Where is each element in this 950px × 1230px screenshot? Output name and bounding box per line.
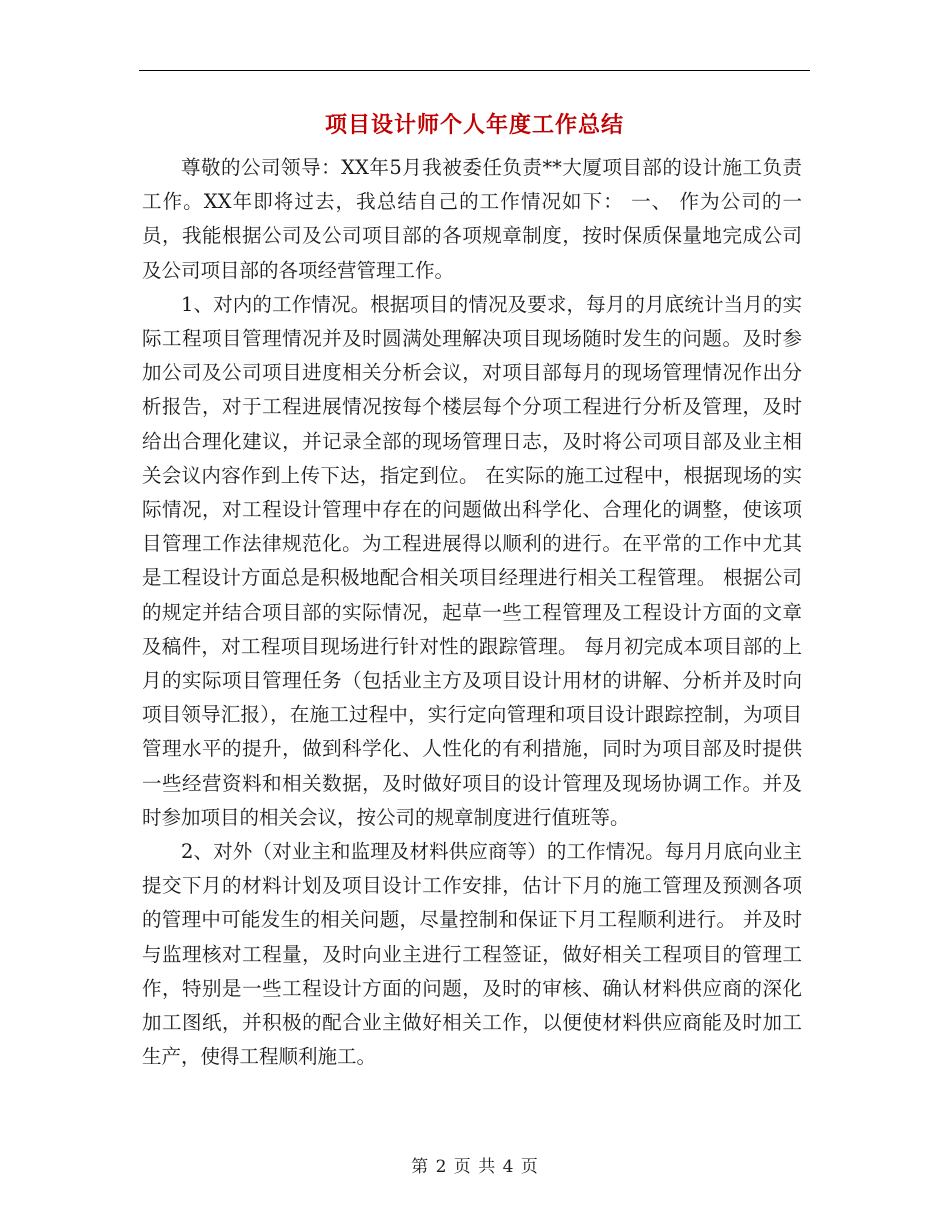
paragraph-internal-work: 1、对内的工作情况。根据项目的情况及要求，每月的月底统计当月的实际工程项目管理情况并及时圆满处理解决项目现场随时发生的问题。及时参加公司及公司项目进度相关分析会议，对项目部每月的现场管理情况作出分析报告，对于工程进展情况按每个楼层每个分项工程进行分析及管理，及时给出合理化建议，并记录全部的现场管理日志，及时将公司项目部及业主相关会议内容作到上传下达，指定到位。 在实际的施工过程中，根据现场的实际情况，对工程设计管理中存在的问题做出科学化、合理化的调整，使该项目管理工作法律规范化。为工程进展得以顺利的进行。在平常的工作中尤其是工程设计方面总是积极地配合相关项目经理进行相关工程管理。 根据公司的规定并结合项目部的实际情况，起草一些工程管理及工程设计方面的文章及稿件，对工程项目现场进行针对性的跟踪管理。 每月初完成本项目部的上月的实际项目管理任务（包括业主方及项目设计用材的讲解、分析并及时向项目领导汇报），在施工过程中，实行定向管理和项目设计跟踪控制，为项目管理水平的提升，做到科学化、人性化的有利措施，同时为项目部及时提供一些经营资料和相关数据，及时做好项目的设计管理及现场协调工作。并及时参加项目的相关会议，按公司的规章制度进行值班等。 <box>142 292 802 829</box>
paragraph-external-work: 2、对外（对业主和监理及材料供应商等）的工作情况。每月月底向业主提交下月的材料计划及项目设计工作安排，估计下月的施工管理及预测各项的管理中可能发生的相关问题，尽量控制和保证下月工程顺利进行。 并及时与监理核对工程量，及时向业主进行工程签证，做好相关工程项目的管理工作，特别是一些工程设计方面的问题，及时的审核、确认材料供应商的深化加工图纸，并积极的配合业主做好相关工作，以便使材料供应商能及时加工生产，使得工程顺利施工。 <box>142 840 802 1069</box>
document-body <box>142 151 802 1074</box>
page-footer: 第 2 页 共 4 页 <box>411 1157 539 1177</box>
header-rule <box>139 70 810 71</box>
document-title: 项目设计师个人年度工作总结 <box>324 113 624 138</box>
paragraph-intro: 尊敬的公司领导：XX年5月我被委任负责**大厦项目部的设计施工负责工作。XX年即将过去，我总结自己的工作情况如下： 一、 作为公司的一员，我能根据公司及公司项目部的各项规章制度，按时保质保量地完成公司及公司项目部的各项经营管理工作。 <box>142 156 802 282</box>
